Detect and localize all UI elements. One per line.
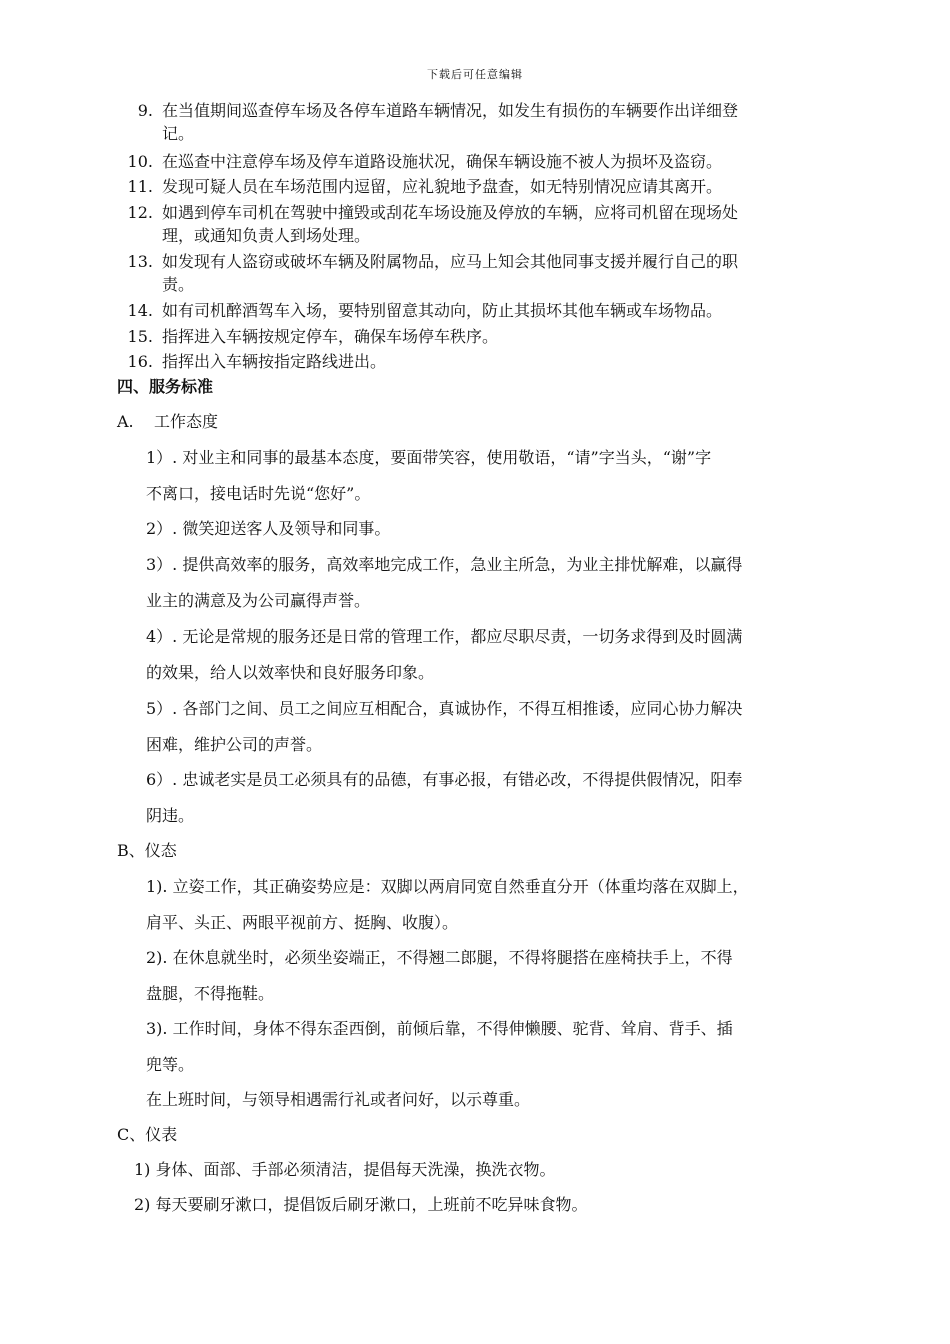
item-number: 15. [127, 327, 153, 346]
attitude-item-6-line-1: 6）. 忠诚老实是员工必须具有的品德，有事必报，有错必改，不得提供假情况，阳奉 [146, 770, 743, 789]
manner-item-1-line-2: 肩平、头正、两眼平视前方、挺胸、收腹）。 [146, 913, 459, 932]
subsection-title-b: B、仪态 [117, 841, 177, 860]
attitude-item-2-line-1: 2）. 微笑迎送客人及领导和同事。 [146, 519, 391, 538]
manner-item-3-line-1: 3). 工作时间，身体不得东歪西倒，前倾后靠，不得伸懒腰、驼背、耸肩、背手、插 [146, 1019, 733, 1038]
list-item-16 [127, 350, 862, 373]
list-item-14 [127, 299, 862, 322]
item-text-line-1: 如有司机醉酒驾车入场，要特别留意其动向，防止其损坏其他车辆或车场物品。 [162, 301, 723, 320]
item-text-line-1: 发现可疑人员在车场范围内逗留，应礼貌地予盘查，如无特别情况应请其离开。 [162, 177, 723, 196]
manner-item-3-line-2: 兜等。 [146, 1055, 195, 1074]
appearance-item-1: 1) 身体、面部、手部必须清洁，提倡每天洗澡，换洗衣物。 [134, 1160, 556, 1179]
page-header-note: 下载后可任意编辑 [427, 68, 523, 81]
item-number: 12. [127, 203, 153, 222]
item-number: 16. [127, 352, 153, 371]
item-number: 9. [137, 101, 153, 120]
manner-item-2-line-1: 2). 在休息就坐时，必须坐姿端正，不得翘二郎腿，不得将腿搭在座椅扶手上，不得 [146, 948, 733, 967]
appearance-item-2: 2) 每天要刷牙漱口，提倡饭后刷牙漱口，上班前不吃异味食物。 [134, 1195, 588, 1214]
item-text-line-1: 指挥进入车辆按规定停车，确保车场停车秩序。 [162, 327, 499, 346]
item-text-line-2: 责。 [162, 275, 195, 294]
attitude-item-3-line-2: 业主的满意及为公司赢得声誉。 [146, 591, 371, 610]
subsection-title-c: C、仪表 [117, 1125, 178, 1144]
attitude-item-3-line-1: 3）. 提供高效率的服务，高效率地完成工作，急业主所急，为业主排忧解难，以赢得 [146, 555, 743, 574]
list-item-12 [127, 201, 862, 247]
item-number: 10. [127, 152, 153, 171]
list-item-9 [137, 99, 862, 145]
attitude-item-1-line-1: 1）. 对业主和同事的最基本态度，要面带笑容，使用敬语，“请”字当头，“谢”字 [146, 448, 712, 467]
item-text-line-2: 记。 [162, 124, 195, 143]
manner-item-2-line-2: 盘腿，不得拖鞋。 [146, 984, 275, 1003]
item-text-line-2: 理，或通知负责人到场处理。 [162, 226, 371, 245]
list-item-15 [127, 325, 862, 348]
subsection-title-a: A. 工作态度 [117, 412, 218, 431]
item-number: 11. [127, 177, 153, 196]
list-item-10 [127, 150, 862, 173]
list-item-11 [127, 175, 862, 198]
item-number: 14. [127, 301, 153, 320]
manner-item-1-line-1: 1). 立姿工作，其正确姿势应是：双脚以两肩同宽自然垂直分开（体重均落在双脚上， [146, 877, 749, 896]
section-heading: 四、服务标准 [117, 377, 214, 396]
item-number: 13. [127, 252, 153, 271]
item-text-line-1: 如遇到停车司机在驾驶中撞毁或刮花车场设施及停放的车辆，应将司机留在现场处 [162, 203, 739, 222]
item-text-line-1: 在当值期间巡查停车场及各停车道路车辆情况，如发生有损伤的车辆要作出详细登 [162, 101, 739, 120]
item-text-line-1: 如发现有人盗窃或破坏车辆及附属物品，应马上知会其他同事支援并履行自己的职 [162, 252, 739, 271]
list-item-13 [127, 250, 862, 296]
attitude-item-4-line-2: 的效果，给人以效率快和良好服务印象。 [146, 663, 435, 682]
attitude-item-6-line-2: 阴违。 [146, 806, 195, 825]
attitude-item-5-line-1: 5）. 各部门之间、员工之间应互相配合，真诚协作，不得互相推诿，应同心协力解决 [146, 699, 743, 718]
item-text-line-1: 在巡查中注意停车场及停车道路设施状况，确保车辆设施不被人为损坏及盗窃。 [162, 152, 723, 171]
attitude-item-1-line-2: 不离口，接电话时先说“您好”。 [146, 484, 371, 503]
attitude-item-5-line-2: 困难，维护公司的声誉。 [146, 735, 323, 754]
attitude-item-4-line-1: 4）. 无论是常规的服务还是日常的管理工作，都应尽职尽责，一切务求得到及时圆满 [146, 627, 743, 646]
item-text-line-1: 指挥出入车辆按指定路线进出。 [162, 352, 387, 371]
manner-note: 在上班时间，与领导相遇需行礼或者问好，以示尊重。 [146, 1090, 531, 1109]
